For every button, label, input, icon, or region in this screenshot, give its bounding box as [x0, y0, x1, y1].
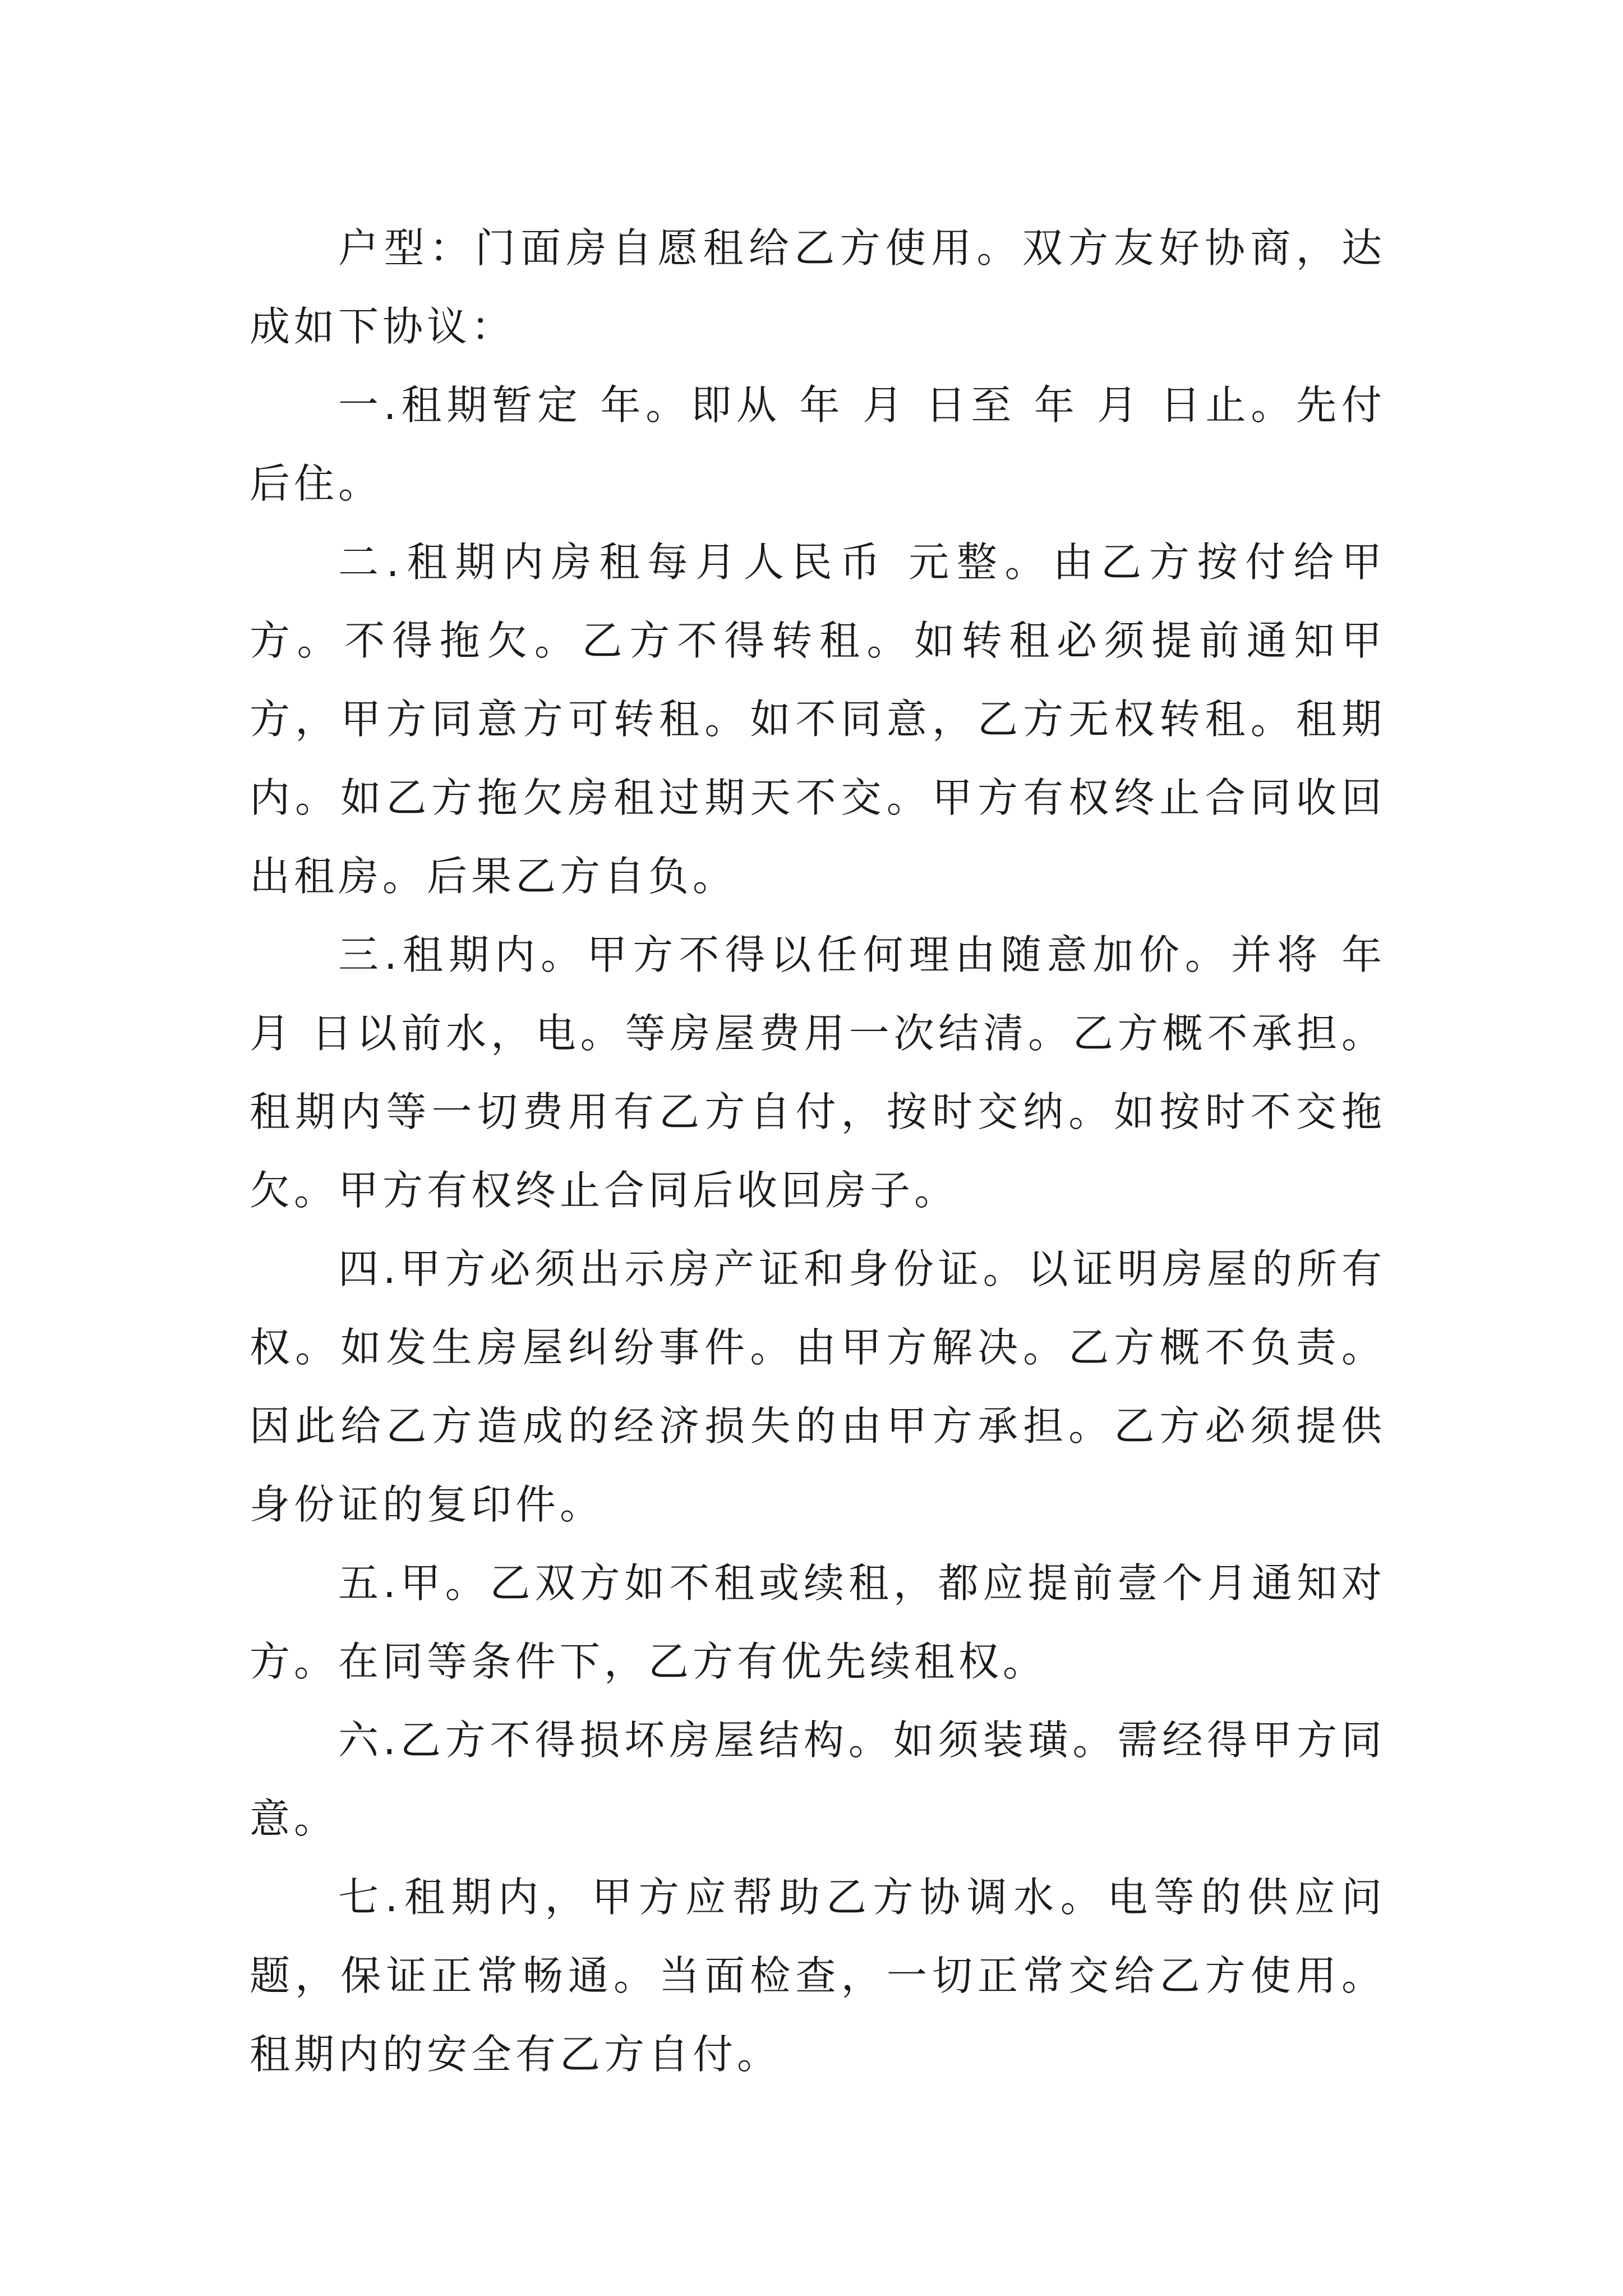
paragraph-clause-1-lease-term: 一.租期暂定 年。即从 年 月 日至 年 月 日止。先付后住。	[250, 381, 1386, 507]
paragraph-clause-7-utilities: 七.租期内，甲方应帮助乙方协调水。电等的供应问题，保证正常畅通。当面检查，一切正常交给乙方使用。租期内的安全有乙方自付。	[250, 1874, 1386, 2078]
paragraph-clause-5-renewal: 五.甲。乙双方如不租或续租，都应提前壹个月通知对方。在同等条件下，乙方有优先续租权。	[250, 1559, 1386, 1685]
paragraph-clause-3-fees: 三.租期内。甲方不得以任何理由随意加价。并将 年 月 日以前水，电。等房屋费用一次结清。乙方概不承担。租期内等一切费用有乙方自付，按时交纳。如按时不交拖欠。甲方有权终止合同后收回房子。	[250, 931, 1403, 1214]
document-body	[250, 209, 1403, 2093]
paragraph-clause-4-ownership: 四.甲方必须出示房产证和身份证。以证明房屋的所有权。如发生房屋纠纷事件。由甲方解决。乙方概不负责。因此给乙方造成的经济损失的由甲方承担。乙方必须提供身份证的复印件。	[250, 1245, 1386, 1528]
paragraph-clause-6-structure: 六.乙方不得损坏房屋结构。如须装璜。需经得甲方同意。	[250, 1717, 1386, 1842]
paragraph-property-type: 户型：门面房自愿租给乙方使用。双方友好协商，达成如下协议：	[250, 224, 1386, 350]
paragraph-clause-2-rent: 二.租期内房租每月人民币 元整。由乙方按付给甲方。不得拖欠。乙方不得转租。如转租必须提前通知甲方，甲方同意方可转租。如不同意，乙方无权转租。租期内。如乙方拖欠房租过期天不交。甲方有权终止合同收回出租房。后果乙方自负。	[250, 539, 1386, 900]
